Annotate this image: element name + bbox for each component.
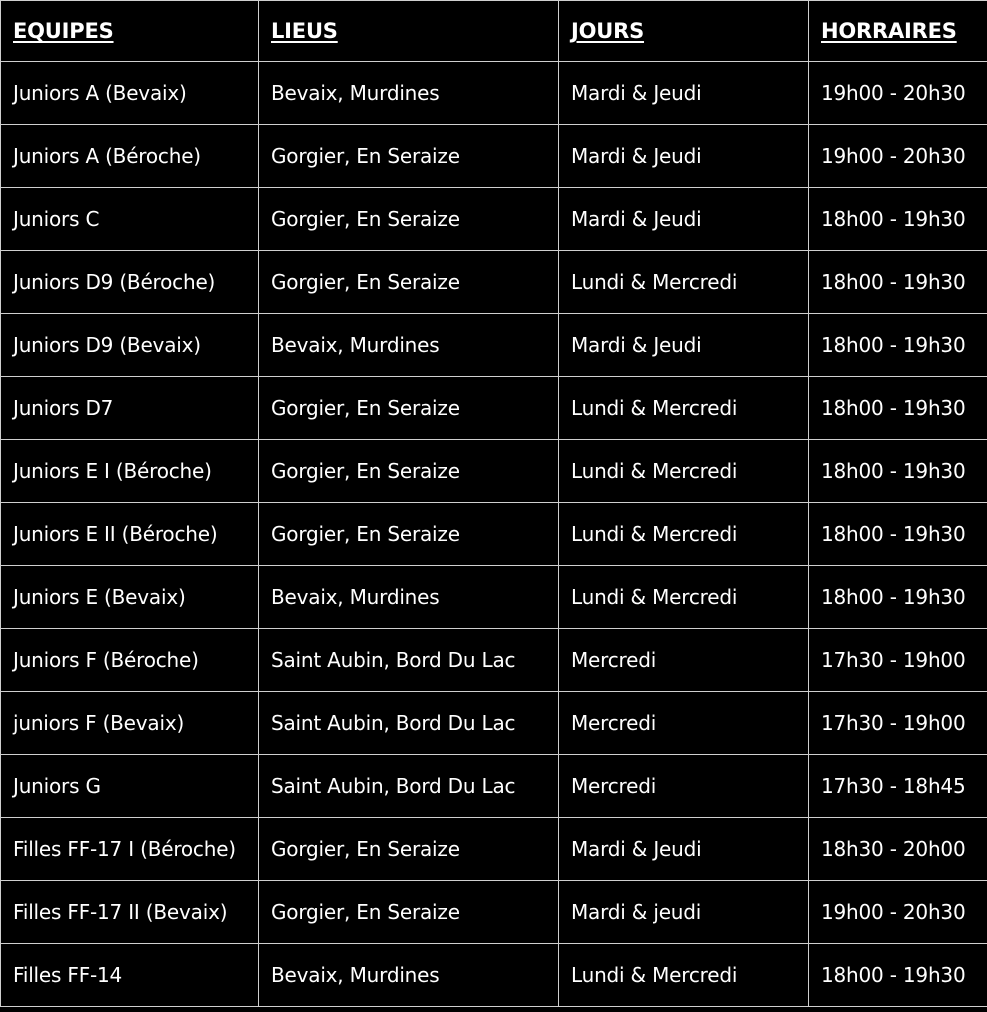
team-cell: Juniors E I (Béroche): [1, 440, 259, 503]
header-jours: JOURS: [559, 1, 809, 62]
days-cell: Lundi & Mercredi: [559, 440, 809, 503]
header-row: [1, 1, 987, 62]
hours-cell: 18h00 - 19h30: [809, 944, 987, 1007]
days-cell: Mardi & Jeudi: [559, 125, 809, 188]
hours-cell: 18h00 - 19h30: [809, 188, 987, 251]
hours-cell: 18h00 - 19h30: [809, 440, 987, 503]
team-cell: Juniors E II (Béroche): [1, 503, 259, 566]
table-row: [1, 251, 987, 314]
table-row: [1, 818, 987, 881]
hours-cell: 19h00 - 20h30: [809, 125, 987, 188]
table-row: [1, 125, 987, 188]
table-row: [1, 566, 987, 629]
team-cell: Juniors D7: [1, 377, 259, 440]
location-cell: Saint Aubin, Bord Du Lac: [259, 629, 559, 692]
team-cell: Juniors F (Béroche): [1, 629, 259, 692]
hours-cell: 19h00 - 20h30: [809, 62, 987, 125]
team-cell: Juniors C: [1, 188, 259, 251]
days-cell: Lundi & Mercredi: [559, 944, 809, 1007]
days-cell: Lundi & Mercredi: [559, 566, 809, 629]
location-cell: Gorgier, En Seraize: [259, 125, 559, 188]
table-row: [1, 377, 987, 440]
hours-cell: 17h30 - 19h00: [809, 629, 987, 692]
days-cell: Lundi & Mercredi: [559, 251, 809, 314]
table-header: [1, 1, 987, 62]
hours-cell: 18h00 - 19h30: [809, 251, 987, 314]
hours-cell: 17h30 - 18h45: [809, 755, 987, 818]
days-cell: Mardi & Jeudi: [559, 818, 809, 881]
header-equipes: EQUIPES: [1, 1, 259, 62]
team-cell: Juniors D9 (Béroche): [1, 251, 259, 314]
location-cell: Gorgier, En Seraize: [259, 251, 559, 314]
location-cell: Gorgier, En Seraize: [259, 881, 559, 944]
location-cell: Saint Aubin, Bord Du Lac: [259, 692, 559, 755]
header-lieus: LIEUS: [259, 1, 559, 62]
hours-cell: 18h00 - 19h30: [809, 566, 987, 629]
location-cell: Bevaix, Murdines: [259, 566, 559, 629]
team-cell: Juniors D9 (Bevaix): [1, 314, 259, 377]
table-row: [1, 692, 987, 755]
team-cell: Filles FF-17 II (Bevaix): [1, 881, 259, 944]
table-row: [1, 629, 987, 692]
days-cell: Lundi & Mercredi: [559, 503, 809, 566]
days-cell: Mercredi: [559, 692, 809, 755]
table-row: [1, 503, 987, 566]
team-cell: Filles FF-14: [1, 944, 259, 1007]
location-cell: Gorgier, En Seraize: [259, 440, 559, 503]
hours-cell: 19h00 - 20h30: [809, 881, 987, 944]
hours-cell: 18h00 - 19h30: [809, 377, 987, 440]
location-cell: Bevaix, Murdines: [259, 314, 559, 377]
table-body: [1, 62, 987, 1007]
team-cell: Juniors A (Bevaix): [1, 62, 259, 125]
hours-cell: 18h00 - 19h30: [809, 314, 987, 377]
hours-cell: 18h30 - 20h00: [809, 818, 987, 881]
location-cell: Bevaix, Murdines: [259, 944, 559, 1007]
table-row: [1, 440, 987, 503]
days-cell: Lundi & Mercredi: [559, 377, 809, 440]
location-cell: Gorgier, En Seraize: [259, 503, 559, 566]
table-row: [1, 188, 987, 251]
table-row: [1, 881, 987, 944]
team-cell: juniors F (Bevaix): [1, 692, 259, 755]
team-cell: Juniors E (Bevaix): [1, 566, 259, 629]
location-cell: Gorgier, En Seraize: [259, 377, 559, 440]
days-cell: Mardi & Jeudi: [559, 314, 809, 377]
team-cell: Juniors G: [1, 755, 259, 818]
hours-cell: 18h00 - 19h30: [809, 503, 987, 566]
location-cell: Gorgier, En Seraize: [259, 188, 559, 251]
days-cell: Mercredi: [559, 629, 809, 692]
table-row: [1, 944, 987, 1007]
location-cell: Bevaix, Murdines: [259, 62, 559, 125]
table-row: [1, 314, 987, 377]
days-cell: Mardi & Jeudi: [559, 188, 809, 251]
team-cell: Juniors A (Béroche): [1, 125, 259, 188]
days-cell: Mardi & Jeudi: [559, 62, 809, 125]
days-cell: Mardi & jeudi: [559, 881, 809, 944]
location-cell: Saint Aubin, Bord Du Lac: [259, 755, 559, 818]
table-row: [1, 62, 987, 125]
days-cell: Mercredi: [559, 755, 809, 818]
header-horraires: HORRAIRES: [809, 1, 987, 62]
location-cell: Gorgier, En Seraize: [259, 818, 559, 881]
hours-cell: 17h30 - 19h00: [809, 692, 987, 755]
team-cell: Filles FF-17 I (Béroche): [1, 818, 259, 881]
table-row: [1, 755, 987, 818]
